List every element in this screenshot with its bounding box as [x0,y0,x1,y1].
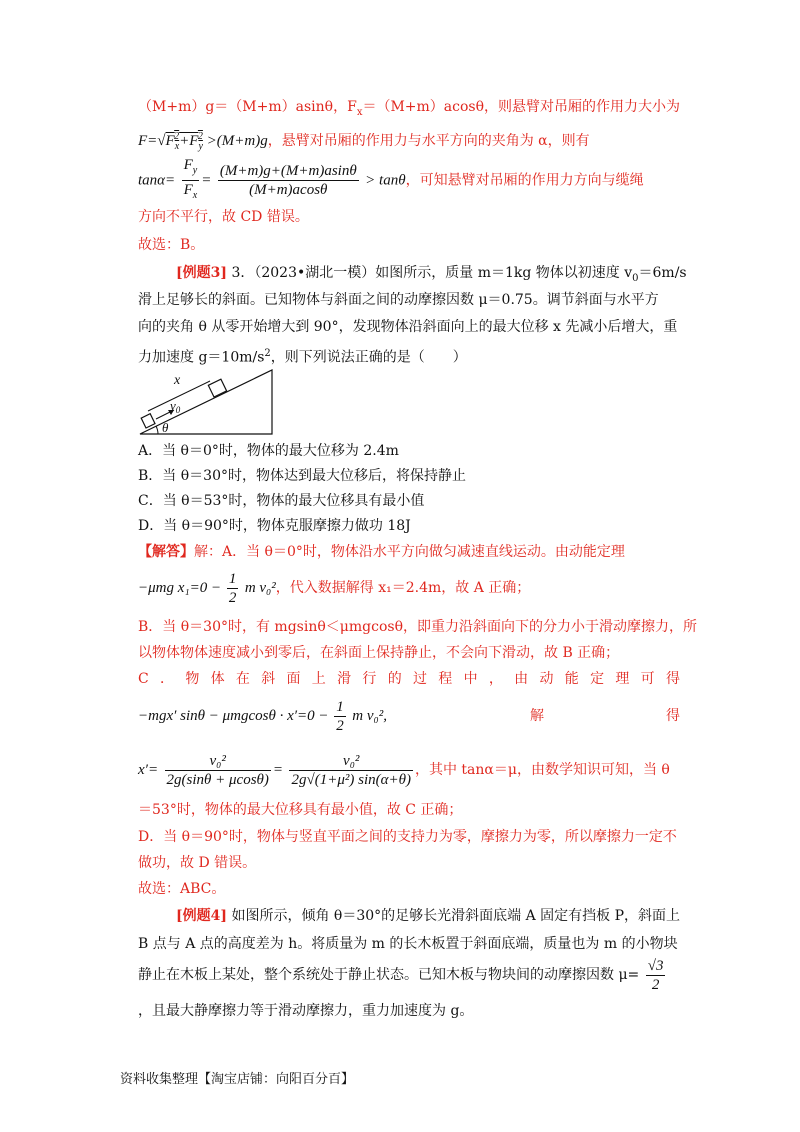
c1-char: 得 [665,671,680,687]
option-d: D．当 θ＝90°时，物体克服摩擦力做功 18J [138,518,411,534]
c2-lhs: −mgx′ sinθ − μmgcosθ · x′=0 − [138,708,333,724]
answer-line-1 [138,541,625,563]
ex4-label: [例题4] [176,908,227,924]
line-2 [138,126,590,158]
tan-numerator: (M+m)g+(M+m)asinθ [219,163,357,179]
c1-char: 斜 [261,671,276,687]
answer-b-1: B．当 θ＝30°时，有 mgsinθ＜μmgcosθ，即重力沿斜面向下的分力小于滑动摩擦力，所 [138,619,697,635]
ex3-text-4: 力加速度 g＝10m/s [138,349,265,366]
option-b: B．当 θ＝30°时，物体达到最大位移后，将保持静止 [138,468,466,484]
answer-c-1 [138,668,680,690]
ex4-line-4: ，且最大静摩擦力等于滑动摩擦力，重力加速度为 g。 [138,1003,474,1019]
fy-label: F [183,157,193,173]
c1-char: 过 [412,671,427,687]
line-3: tanα= $\frac{F_y}{F_x}$ = $\frac{(M+m)g+(M+m)asin\theta}{(M+m)acos\theta}$ > tanθ，可知悬臂对吊厢的作用力方向与缆绳 [138,156,644,205]
fig-label-x: x [174,373,181,388]
footer: 资料收集整理【淘宝店铺：向阳百分百】 [120,1072,355,1087]
answer-c-2 [138,696,680,736]
tan-compare: > tanθ [365,172,406,189]
c3-text: ，其中 tanα＝μ，由数学知识可知，当 θ [414,762,670,778]
c1-char: 在 [235,671,250,687]
ex3-label: [例题3] [176,265,227,281]
line-5: 故选：B。 [138,237,205,253]
answer-text-1: 解：A．当 θ＝0°时，物体沿水平方向做匀减速直线运动。由动能定理 [194,544,625,560]
c1-char: ． [160,671,175,687]
tan-denominator: (M+m)acosθ [249,182,328,198]
text-l1: （M+m）g＝（M+m）asinθ，F [138,99,357,115]
text-l2: ，悬臂对吊厢的作用力与水平方向的夹角为 α，则有 [267,133,590,149]
answer-c-3: x′= $\frac{\text{v₀²}}{2g(\sin\theta + \mu\cos\theta)}$ = $\frac{\text{v₀²}}{\text{2g√(1+μ²) sin(α+θ)}}$ ，其中 tanα＝μ，由数学知识可知，当 θ [138,752,670,788]
eq1-half: $\frac{1}{2}$ [228,570,237,606]
ex3-line-2: 滑上足够长的斜面。已知物体与斜面之间的动摩擦因数 μ＝0.75。调节斜面与水平方 [138,292,659,308]
eq1-text: ，代入数据解得 x₁＝2.4m，故 A 正确； [275,580,531,596]
c2-half: $\frac{1}{2}$ [336,698,344,734]
theta-arc [156,426,158,434]
tan-alpha-lhs: tanα= [138,172,176,189]
ex4-text-3: 静止在木板上某处，整个系统处于静止状态。已知木板与物块间的动摩擦因数 μ= [138,967,640,983]
ex4-mu-fraction: $\frac{√3}{2}$ [647,957,664,993]
c1-char: 理 [615,671,630,687]
answer-label: 【解答】 [138,544,194,560]
ex3-sup-2: 2 [264,348,271,359]
c1-char: 体 [210,671,225,687]
ex4-text-1: 如图所示，倾角 θ＝30°的足够长光滑斜面底端 A 固定有挡板 P，斜面上 [227,908,681,924]
line-4: 方向不平行，故 CD 错误。 [138,209,309,225]
answer-d-2: 做功，故 D 错误。 [138,855,257,871]
c1-char: 中 [463,671,478,687]
ex4-line-1 [176,905,680,927]
ex3-text-1c: ＝6m/s [638,265,687,281]
text-l3: ，可知悬臂对吊厢的作用力方向与缆绳 [405,172,644,189]
eq1-tail: m v₀² [244,580,276,596]
incline-figure [138,366,298,438]
ex4-line-3 [138,950,667,1000]
fraction-tan-expr [218,162,359,199]
c1-char: 程 [438,671,453,687]
answer-b-2: 以物体物体速度减小到零后，在斜面上保持静止，不会向下滑动，故 B 正确； [138,645,620,661]
c1-char: 可 [640,671,655,687]
answer-eq-1 [138,568,530,608]
c3-lhs: x′= [138,762,159,778]
fig-label-v0: $v_0$ [170,398,181,415]
option-c: C．当 θ＝53°时，物体的最大位移具有最小值 [138,493,425,509]
ex3-sub-0: 0 [632,272,639,284]
option-a: A．当 θ＝0°时，物体的最大位移为 2.4m [138,443,399,459]
force-formula: $F=√F_x^2+F_y^2 >(M+m)g$ [138,131,268,152]
fraction-fy-fx: $\frac{F_y}{F_x}$ [183,157,198,201]
block [208,379,226,397]
c1-char: 由 [514,671,529,687]
incline-triangle [140,370,272,434]
c1-char: 物 [185,671,200,687]
c3-frac-1: $\frac{\text{v₀²}}{2g(\sin\theta + \mu\cos\theta)}$ [166,752,269,788]
c1-char: 面 [286,671,301,687]
c1-char: 定 [590,671,605,687]
line-1 [138,96,680,124]
ex4-line-2: B 点与 A 点的高度差为 h。将质量为 m 的长木板置于斜面底端，质量也为 m 的小物块 [138,936,678,952]
ex3-line-1 [176,262,687,290]
c1-char: C [138,671,149,687]
text-l1c: ＝（M+m）acosθ，则悬臂对吊厢的作用力大小为 [362,99,681,115]
c1-char: 滑 [337,671,352,687]
ex3-text-1: 3．（2023•湖北一模）如图所示，质量 m＝1kg 物体以初速度 v [227,265,633,281]
answer-d-1: D．当 θ＝90°时，物体与竖直平面之间的支持力为零，摩擦力为零，所以摩擦力一定不 [138,829,677,845]
answer-c-4: ＝53°时，物体的最大位移具有最小值，故 C 正确； [138,802,463,818]
c1-char: 动 [539,671,554,687]
c2-de: 得 [666,708,680,724]
start-block [141,414,155,428]
ex3-line-4 [138,343,467,369]
fig-label-theta: θ [162,420,169,435]
ex3-text-4c: ，则下列说法正确的是（ ） [270,349,467,366]
c2-tail: m v₀², [352,708,387,724]
c1-char: 上 [311,671,326,687]
ex3-line-3: 向的夹角 θ 从零开始增大到 90°，发现物体沿斜面向上的最大位移 x 先减小后增大，重 [138,319,678,335]
c2-jie: 解 [530,708,544,724]
c3-frac-2: $\frac{\text{v₀²}}{\text{2g√(1+μ²) sin(α+θ)}}$ [291,752,411,788]
c1-char: 的 [387,671,402,687]
eq1-lhs: −μmg x₁=0 − [138,580,225,596]
answer-pick: 故选：ABC。 [138,881,226,897]
fx-label: F [183,182,193,198]
sub-x: x [356,106,363,118]
c1-char: ， [488,671,503,687]
c1-char: 行 [362,671,377,687]
c1-char: 能 [564,671,579,687]
